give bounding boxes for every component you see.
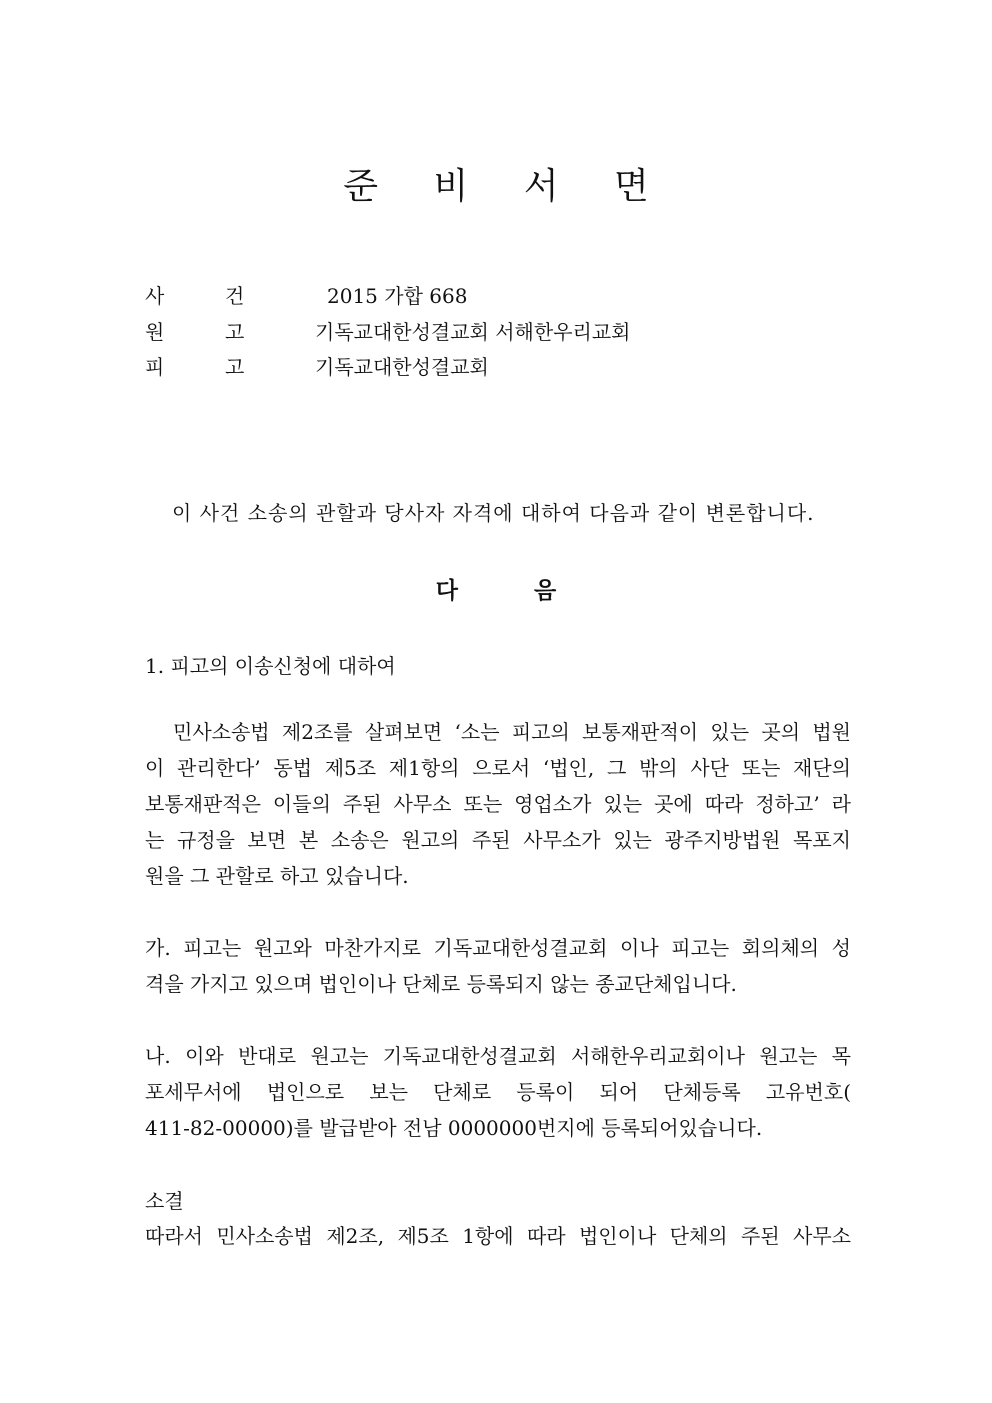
paragraph-line: 원을 그 관할로 하고 있습니다.: [145, 864, 409, 888]
defendant-row: [145, 353, 489, 381]
paragraph-line: 가. 피고는 원고와 마찬가지로 기독교대한성결교회 이나 피고는 회의체의 성: [145, 936, 851, 960]
paragraph-jurisdiction: [145, 714, 851, 894]
section1-title: 1. 피고의 이송신청에 대하여: [145, 654, 396, 678]
document-title: 준 비 서 면: [343, 166, 671, 207]
plaintiff-row: [145, 318, 630, 346]
conclusion-label: 소결: [145, 1189, 184, 1213]
paragraph-line: 411-82-00000)를 발급받아 전남 0000000번지에 등록되어있습니다.: [145, 1116, 763, 1140]
section-heading: 다 음: [435, 577, 591, 604]
paragraph-na: [145, 1038, 851, 1146]
plaintiff-label: 원 고: [145, 320, 245, 344]
paragraph-line: 이 관리한다’ 동법 제5조 제1항의 으로서 ‘법인, 그 밖의 사단 또는 재단의: [145, 756, 851, 780]
paragraph-line: 나. 이와 반대로 원고는 기독교대한성결교회 서해한우리교회이나 원고는 목: [145, 1044, 851, 1068]
paragraph-line: 따라서 민사소송법 제2조, 제5조 1항에 따라 법인이나 단체의 주된 사무소: [145, 1224, 851, 1248]
defendant-value: 기독교대한성결교회: [315, 355, 489, 379]
case-number-value: 2015 가합 668: [327, 284, 468, 308]
paragraph-line: 보통재판적은 이들의 주된 사무소 또는 영업소가 있는 곳에 따라 정하고’ 라: [145, 792, 851, 816]
plaintiff-value: 기독교대한성결교회 서해한우리교회: [315, 320, 631, 344]
paragraph-line: 포세무서에 법인으로 보는 단체로 등록이 되어 단체등록 고유번호(: [145, 1080, 851, 1104]
defendant-label: 피 고: [145, 355, 245, 379]
case-number-row: [145, 282, 467, 310]
case-number-label: 사 건: [145, 284, 245, 308]
paragraph-line: 는 규정을 보면 본 소송은 원고의 주된 사무소가 있는 광주지방법원 목포지: [145, 828, 851, 852]
paragraph-line: 격을 가지고 있으며 법인이나 단체로 등록되지 않는 종교단체입니다.: [145, 972, 737, 996]
paragraph-ga: [145, 930, 851, 1002]
paragraph-conclusion: [145, 1218, 851, 1254]
intro-sentence: 이 사건 소송의 관할과 당사자 자격에 대하여 다음과 같이 변론합니다.: [172, 501, 815, 525]
paragraph-line: 민사소송법 제2조를 살펴보면 ‘소는 피고의 보통재판적이 있는 곳의 법원: [173, 720, 851, 744]
